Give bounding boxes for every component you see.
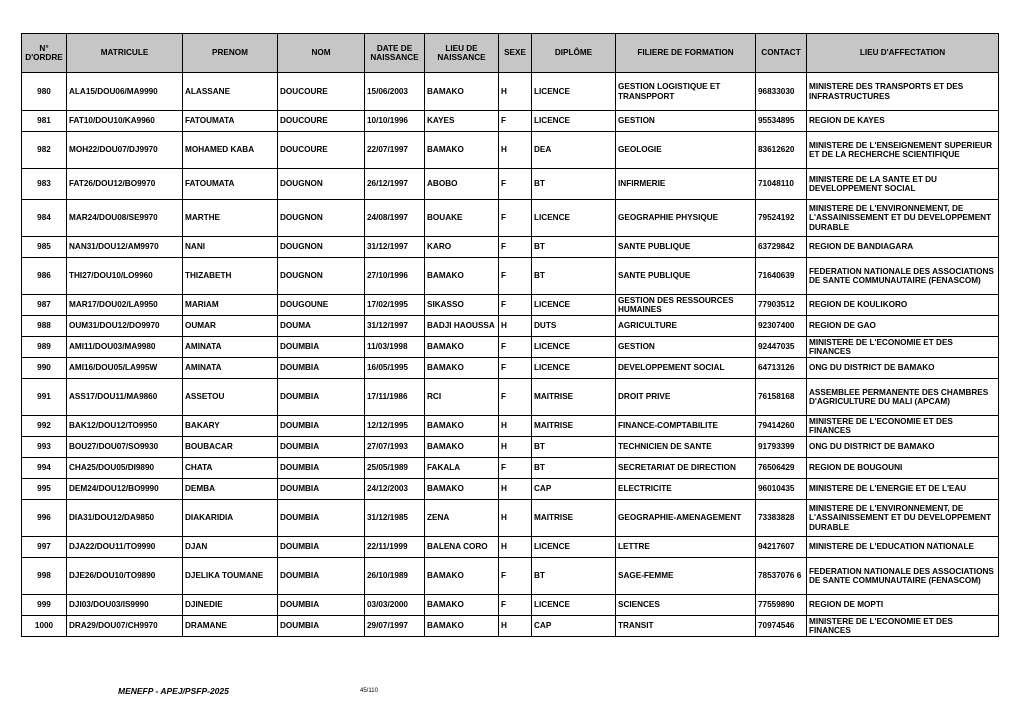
cell-lieu-naissance: ZENA xyxy=(425,500,499,537)
cell-lieu-naissance: BAMAKO xyxy=(425,416,499,437)
cell-matricule: OUM31/DOU12/DO9970 xyxy=(67,316,183,337)
cell-diplome: MAITRISE xyxy=(532,500,616,537)
cell-affectation: REGION DE BOUGOUNI xyxy=(807,458,999,479)
table-row xyxy=(22,111,999,132)
table-row xyxy=(22,358,999,379)
cell-sexe: F xyxy=(499,337,532,358)
cell-ordre: 982 xyxy=(22,132,67,169)
cell-date-naissance: 26/12/1997 xyxy=(365,169,425,200)
cell-filiere: FINANCE-COMPTABILITE xyxy=(616,416,756,437)
cell-lieu-naissance: BAMAKO xyxy=(425,358,499,379)
cell-affectation: MINISTERE DE L'ENSEIGNEMENT SUPERIEUR ET DE LA RECHERCHE SCIENTIFIQUE xyxy=(807,132,999,169)
table-row xyxy=(22,132,999,169)
cell-affectation: MINISTERE DE L'ENVIRONNEMENT, DE L'ASSAINISSEMENT ET DU DEVELOPPEMENT DURABLE xyxy=(807,200,999,237)
cell-date-naissance: 17/11/1986 xyxy=(365,379,425,416)
cell-contact: 77903512 xyxy=(756,295,807,316)
cell-prenom: MARIAM xyxy=(183,295,278,316)
cell-contact: 76506429 xyxy=(756,458,807,479)
cell-diplome: BT xyxy=(532,458,616,479)
cell-prenom: DJAN xyxy=(183,537,278,558)
cell-nom: DOUGOUNE xyxy=(278,295,365,316)
cell-sexe: H xyxy=(499,479,532,500)
cell-lieu-naissance: KARO xyxy=(425,237,499,258)
cell-date-naissance: 10/10/1996 xyxy=(365,111,425,132)
cell-date-naissance: 29/07/1997 xyxy=(365,616,425,637)
cell-matricule: AMI16/DOU05/LA995W xyxy=(67,358,183,379)
cell-ordre: 995 xyxy=(22,479,67,500)
cell-sexe: F xyxy=(499,379,532,416)
cell-affectation: REGION DE KAYES xyxy=(807,111,999,132)
cell-lieu-naissance: BAMAKO xyxy=(425,337,499,358)
cell-diplome: MAITRISE xyxy=(532,416,616,437)
cell-lieu-naissance: BAMAKO xyxy=(425,479,499,500)
cell-filiere: GEOLOGIE xyxy=(616,132,756,169)
cell-diplome: CAP xyxy=(532,479,616,500)
cell-ordre: 985 xyxy=(22,237,67,258)
cell-contact: 96010435 xyxy=(756,479,807,500)
cell-sexe: F xyxy=(499,558,532,595)
cell-affectation: REGION DE BANDIAGARA xyxy=(807,237,999,258)
cell-matricule: AMI11/DOU03/MA9980 xyxy=(67,337,183,358)
cell-diplome: LICENCE xyxy=(532,337,616,358)
cell-nom: DOUCOURE xyxy=(278,132,365,169)
cell-sexe: F xyxy=(499,111,532,132)
cell-prenom: CHATA xyxy=(183,458,278,479)
cell-sexe: F xyxy=(499,169,532,200)
cell-lieu-naissance: SIKASSO xyxy=(425,295,499,316)
cell-date-naissance: 11/03/1998 xyxy=(365,337,425,358)
cell-affectation: REGION DE KOULIKORO xyxy=(807,295,999,316)
cell-filiere: GESTION DES RESSOURCES HUMAINES xyxy=(616,295,756,316)
cell-matricule: DIA31/DOU12/DA9850 xyxy=(67,500,183,537)
cell-date-naissance: 31/12/1997 xyxy=(365,316,425,337)
cell-contact: 79524192 xyxy=(756,200,807,237)
cell-diplome: DEA xyxy=(532,132,616,169)
cell-contact: 91793399 xyxy=(756,437,807,458)
cell-matricule: BAK12/DOU12/TO9950 xyxy=(67,416,183,437)
cell-affectation: MINISTERE DE L'ECONOMIE ET DES FINANCES xyxy=(807,337,999,358)
cell-affectation: MINISTERE DE LA SANTE ET DU DEVELOPPEMENT SOCIAL xyxy=(807,169,999,200)
header-lieu-naissance: LIEU DE NAISSANCE xyxy=(425,34,499,73)
cell-affectation: ONG DU DISTRICT DE BAMAKO xyxy=(807,437,999,458)
header-ordre: N° D'ORDRE xyxy=(22,34,67,73)
cell-nom: DOUMBIA xyxy=(278,537,365,558)
cell-diplome: CAP xyxy=(532,616,616,637)
cell-contact: 77559890 xyxy=(756,595,807,616)
cell-sexe: H xyxy=(499,500,532,537)
cell-lieu-naissance: BAMAKO xyxy=(425,437,499,458)
cell-filiere: AGRICULTURE xyxy=(616,316,756,337)
cell-nom: DOUMBIA xyxy=(278,416,365,437)
table-row xyxy=(22,437,999,458)
cell-sexe: F xyxy=(499,458,532,479)
table-row xyxy=(22,337,999,358)
cell-lieu-naissance: BAMAKO xyxy=(425,595,499,616)
header-nom: NOM xyxy=(278,34,365,73)
cell-filiere: GEOGRAPHIE-AMENAGEMENT xyxy=(616,500,756,537)
cell-lieu-naissance: BAMAKO xyxy=(425,73,499,111)
cell-contact: 96833030 xyxy=(756,73,807,111)
cell-sexe: H xyxy=(499,316,532,337)
cell-affectation: MINISTERE DE L'ENVIRONNEMENT, DE L'ASSAINISSEMENT ET DU DEVELOPPEMENT DURABLE xyxy=(807,500,999,537)
cell-contact: 63729842 xyxy=(756,237,807,258)
cell-date-naissance: 24/08/1997 xyxy=(365,200,425,237)
cell-contact: 95534895 xyxy=(756,111,807,132)
cell-affectation: ASSEMBLEE PERMANENTE DES CHAMBRES D'AGRICULTURE DU MALI (APCAM) xyxy=(807,379,999,416)
cell-diplome: BT xyxy=(532,437,616,458)
cell-sexe: H xyxy=(499,132,532,169)
cell-ordre: 996 xyxy=(22,500,67,537)
cell-date-naissance: 27/07/1993 xyxy=(365,437,425,458)
cell-prenom: DEMBA xyxy=(183,479,278,500)
table-row xyxy=(22,537,999,558)
header-filiere: FILIERE DE FORMATION xyxy=(616,34,756,73)
cell-filiere: GESTION xyxy=(616,337,756,358)
cell-date-naissance: 31/12/1997 xyxy=(365,237,425,258)
cell-lieu-naissance: BAMAKO xyxy=(425,132,499,169)
cell-diplome: BT xyxy=(532,237,616,258)
cell-lieu-naissance: BAMAKO xyxy=(425,258,499,295)
cell-ordre: 997 xyxy=(22,537,67,558)
cell-diplome: LICENCE xyxy=(532,111,616,132)
cell-filiere: SANTE PUBLIQUE xyxy=(616,258,756,295)
cell-filiere: SANTE PUBLIQUE xyxy=(616,237,756,258)
cell-filiere: SECRETARIAT DE DIRECTION xyxy=(616,458,756,479)
cell-filiere: INFIRMERIE xyxy=(616,169,756,200)
cell-nom: DOUGNON xyxy=(278,258,365,295)
header-contact: CONTACT xyxy=(756,34,807,73)
cell-sexe: F xyxy=(499,258,532,295)
table-row xyxy=(22,416,999,437)
cell-diplome: MAITRISE xyxy=(532,379,616,416)
header-diplome: DIPLÔME xyxy=(532,34,616,73)
cell-filiere: GESTION xyxy=(616,111,756,132)
table-row xyxy=(22,237,999,258)
cell-prenom: BOUBACAR xyxy=(183,437,278,458)
cell-date-naissance: 31/12/1985 xyxy=(365,500,425,537)
cell-date-naissance: 22/11/1999 xyxy=(365,537,425,558)
cell-ordre: 990 xyxy=(22,358,67,379)
cell-sexe: H xyxy=(499,73,532,111)
cell-ordre: 984 xyxy=(22,200,67,237)
cell-contact: 79414260 xyxy=(756,416,807,437)
cell-matricule: FAT26/DOU12/BO9970 xyxy=(67,169,183,200)
cell-affectation: MINISTERE DES TRANSPORTS ET DES INFRASTRUCTURES xyxy=(807,73,999,111)
cell-filiere: TRANSIT xyxy=(616,616,756,637)
cell-lieu-naissance: BAMAKO xyxy=(425,558,499,595)
cell-affectation: MINISTERE DE L'ECONOMIE ET DES FINANCES xyxy=(807,416,999,437)
cell-filiere: LETTRE xyxy=(616,537,756,558)
table-row xyxy=(22,258,999,295)
cell-ordre: 981 xyxy=(22,111,67,132)
table-row xyxy=(22,379,999,416)
cell-matricule: MOH22/DOU07/DJ9970 xyxy=(67,132,183,169)
cell-nom: DOUMBIA xyxy=(278,358,365,379)
cell-diplome: LICENCE xyxy=(532,73,616,111)
cell-lieu-naissance: BALENA CORO xyxy=(425,537,499,558)
cell-matricule: MAR17/DOU02/LA9950 xyxy=(67,295,183,316)
cell-prenom: DRAMANE xyxy=(183,616,278,637)
header-prenom: PRENOM xyxy=(183,34,278,73)
cell-date-naissance: 15/06/2003 xyxy=(365,73,425,111)
cell-affectation: FEDERATION NATIONALE DES ASSOCIATIONS DE SANTE COMMUNAUTAIRE (FENASCOM) xyxy=(807,558,999,595)
cell-sexe: F xyxy=(499,237,532,258)
cell-nom: DOUMBIA xyxy=(278,458,365,479)
cell-prenom: THIZABETH xyxy=(183,258,278,295)
cell-filiere: ELECTRICITE xyxy=(616,479,756,500)
cell-diplome: LICENCE xyxy=(532,295,616,316)
cell-ordre: 992 xyxy=(22,416,67,437)
cell-ordre: 1000 xyxy=(22,616,67,637)
cell-nom: DOUMBIA xyxy=(278,337,365,358)
cell-ordre: 989 xyxy=(22,337,67,358)
table-row xyxy=(22,169,999,200)
header-sexe: SEXE xyxy=(499,34,532,73)
header-affectation: LIEU D'AFFECTATION xyxy=(807,34,999,73)
cell-matricule: DEM24/DOU12/BO9990 xyxy=(67,479,183,500)
cell-filiere: SAGE-FEMME xyxy=(616,558,756,595)
cell-date-naissance: 17/02/1995 xyxy=(365,295,425,316)
cell-ordre: 986 xyxy=(22,258,67,295)
cell-nom: DOUMBIA xyxy=(278,379,365,416)
cell-sexe: H xyxy=(499,537,532,558)
cell-date-naissance: 25/05/1989 xyxy=(365,458,425,479)
cell-prenom: AMINATA xyxy=(183,358,278,379)
cell-prenom: ALASSANE xyxy=(183,73,278,111)
cell-date-naissance: 16/05/1995 xyxy=(365,358,425,379)
header-matricule: MATRICULE xyxy=(67,34,183,73)
cell-filiere: DROIT PRIVE xyxy=(616,379,756,416)
cell-diplome: LICENCE xyxy=(532,358,616,379)
cell-nom: DOUGNON xyxy=(278,169,365,200)
cell-prenom: DJELIKA TOUMANE xyxy=(183,558,278,595)
cell-prenom: ASSETOU xyxy=(183,379,278,416)
cell-nom: DOUMBIA xyxy=(278,595,365,616)
affectation-table xyxy=(21,33,999,637)
footer-org: MENEFP - APEJ/PSFP-2025 xyxy=(118,686,229,696)
cell-prenom: BAKARY xyxy=(183,416,278,437)
cell-lieu-naissance: KAYES xyxy=(425,111,499,132)
cell-matricule: THI27/DOU10/LO9960 xyxy=(67,258,183,295)
cell-nom: DOUGNON xyxy=(278,237,365,258)
table-row xyxy=(22,558,999,595)
cell-matricule: FAT10/DOU10/KA9960 xyxy=(67,111,183,132)
cell-matricule: DJA22/DOU11/TO9990 xyxy=(67,537,183,558)
cell-filiere: TECHNICIEN DE SANTE xyxy=(616,437,756,458)
cell-ordre: 994 xyxy=(22,458,67,479)
cell-affectation: REGION DE MOPTI xyxy=(807,595,999,616)
table-row xyxy=(22,458,999,479)
cell-contact: 78537076 6 xyxy=(756,558,807,595)
cell-contact: 92447035 xyxy=(756,337,807,358)
cell-lieu-naissance: FAKALA xyxy=(425,458,499,479)
cell-prenom: NANI xyxy=(183,237,278,258)
cell-nom: DOUMBIA xyxy=(278,500,365,537)
cell-contact: 83612620 xyxy=(756,132,807,169)
cell-matricule: DJE26/DOU10/TO9890 xyxy=(67,558,183,595)
cell-contact: 94217607 xyxy=(756,537,807,558)
cell-prenom: AMINATA xyxy=(183,337,278,358)
cell-contact: 71048110 xyxy=(756,169,807,200)
cell-diplome: LICENCE xyxy=(532,200,616,237)
cell-diplome: BT xyxy=(532,169,616,200)
cell-matricule: DJI03/DOU03/IS9990 xyxy=(67,595,183,616)
cell-nom: DOUMA xyxy=(278,316,365,337)
cell-affectation: FEDERATION NATIONALE DES ASSOCIATIONS DE SANTE COMMUNAUTAIRE (FENASCOM) xyxy=(807,258,999,295)
cell-nom: DOUMBIA xyxy=(278,616,365,637)
cell-nom: DOUMBIA xyxy=(278,437,365,458)
cell-sexe: H xyxy=(499,616,532,637)
cell-affectation: MINISTERE DE L'ENERGIE ET DE L'EAU xyxy=(807,479,999,500)
cell-matricule: DRA29/DOU07/CH9970 xyxy=(67,616,183,637)
cell-filiere: GEOGRAPHIE PHYSIQUE xyxy=(616,200,756,237)
cell-matricule: BOU27/DOU07/SO9930 xyxy=(67,437,183,458)
cell-nom: DOUCOURE xyxy=(278,73,365,111)
cell-ordre: 993 xyxy=(22,437,67,458)
table-row xyxy=(22,595,999,616)
cell-prenom: MARTHE xyxy=(183,200,278,237)
cell-diplome: BT xyxy=(532,258,616,295)
cell-nom: DOUGNON xyxy=(278,200,365,237)
cell-contact: 73383828 xyxy=(756,500,807,537)
header-row xyxy=(22,34,999,73)
cell-contact: 71640639 xyxy=(756,258,807,295)
cell-lieu-naissance: ABOBO xyxy=(425,169,499,200)
cell-affectation: MINISTERE DE L'ECONOMIE ET DES FINANCES xyxy=(807,616,999,637)
page-number: 45/110 xyxy=(360,688,378,694)
cell-matricule: NAN31/DOU12/AM9970 xyxy=(67,237,183,258)
cell-filiere: GESTION LOGISTIQUE ET TRANSPPORT xyxy=(616,73,756,111)
cell-affectation: ONG DU DISTRICT DE BAMAKO xyxy=(807,358,999,379)
cell-ordre: 987 xyxy=(22,295,67,316)
cell-date-naissance: 27/10/1996 xyxy=(365,258,425,295)
cell-prenom: DIAKARIDIA xyxy=(183,500,278,537)
cell-lieu-naissance: BOUAKE xyxy=(425,200,499,237)
cell-filiere: DEVELOPPEMENT SOCIAL xyxy=(616,358,756,379)
cell-matricule: MAR24/DOU08/SE9970 xyxy=(67,200,183,237)
cell-filiere: SCIENCES xyxy=(616,595,756,616)
cell-date-naissance: 22/07/1997 xyxy=(365,132,425,169)
cell-date-naissance: 26/10/1989 xyxy=(365,558,425,595)
cell-sexe: F xyxy=(499,200,532,237)
cell-date-naissance: 03/03/2000 xyxy=(365,595,425,616)
cell-lieu-naissance: RCI xyxy=(425,379,499,416)
table-row xyxy=(22,500,999,537)
cell-ordre: 988 xyxy=(22,316,67,337)
cell-matricule: CHA25/DOU05/DI9890 xyxy=(67,458,183,479)
cell-sexe: H xyxy=(499,437,532,458)
cell-date-naissance: 12/12/1995 xyxy=(365,416,425,437)
cell-nom: DOUMBIA xyxy=(278,558,365,595)
cell-ordre: 980 xyxy=(22,73,67,111)
cell-lieu-naissance: BAMAKO xyxy=(425,616,499,637)
header-date-naissance: DATE DE NAISSANCE xyxy=(365,34,425,73)
cell-diplome: DUTS xyxy=(532,316,616,337)
cell-ordre: 998 xyxy=(22,558,67,595)
table-row xyxy=(22,295,999,316)
cell-prenom: FATOUMATA xyxy=(183,111,278,132)
cell-diplome: LICENCE xyxy=(532,537,616,558)
cell-affectation: MINISTERE DE L'EDUCATION NATIONALE xyxy=(807,537,999,558)
cell-contact: 64713126 xyxy=(756,358,807,379)
cell-prenom: MOHAMED KABA xyxy=(183,132,278,169)
cell-diplome: LICENCE xyxy=(532,595,616,616)
table-row xyxy=(22,316,999,337)
cell-contact: 70974546 xyxy=(756,616,807,637)
table-row xyxy=(22,479,999,500)
cell-diplome: BT xyxy=(532,558,616,595)
cell-matricule: ALA15/DOU06/MA9990 xyxy=(67,73,183,111)
cell-ordre: 983 xyxy=(22,169,67,200)
cell-nom: DOUMBIA xyxy=(278,479,365,500)
table-row xyxy=(22,616,999,637)
cell-lieu-naissance: BADJI HAOUSSA xyxy=(425,316,499,337)
cell-sexe: F xyxy=(499,295,532,316)
cell-prenom: DJINEDIE xyxy=(183,595,278,616)
cell-contact: 92307400 xyxy=(756,316,807,337)
table-body xyxy=(22,73,999,637)
cell-date-naissance: 24/12/2003 xyxy=(365,479,425,500)
cell-nom: DOUCOURE xyxy=(278,111,365,132)
cell-sexe: F xyxy=(499,358,532,379)
table-row xyxy=(22,200,999,237)
cell-matricule: ASS17/DOU11/MA9860 xyxy=(67,379,183,416)
cell-ordre: 999 xyxy=(22,595,67,616)
cell-ordre: 991 xyxy=(22,379,67,416)
cell-prenom: OUMAR xyxy=(183,316,278,337)
cell-prenom: FATOUMATA xyxy=(183,169,278,200)
table-row xyxy=(22,73,999,111)
cell-affectation: REGION DE GAO xyxy=(807,316,999,337)
cell-sexe: F xyxy=(499,595,532,616)
cell-sexe: H xyxy=(499,416,532,437)
cell-contact: 76158168 xyxy=(756,379,807,416)
